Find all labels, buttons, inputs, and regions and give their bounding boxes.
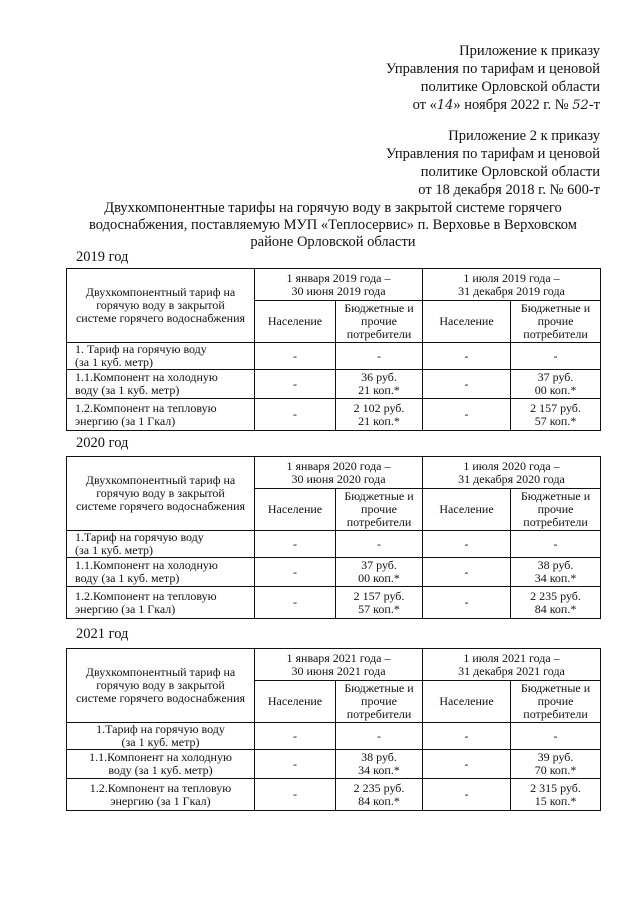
budget-consumers-value: 2 157 руб. 57 коп.* [336,587,423,619]
budget-consumers-value: 38 руб. 34 коп.* [336,750,423,779]
handwritten-day: 14 [436,98,454,113]
subheader-population: Население [255,681,336,723]
year-heading: 2020 год [76,435,129,451]
population-value: - [255,750,336,779]
table-row [67,750,601,779]
tariff-type-header: Двухкомпонентный тариф на горячую воду в закрытой системе горячего водоснабжения [67,269,255,343]
tariff-type-header: Двухкомпонентный тариф на горячую воду в закрытой системе горячего водоснабжения [67,649,255,723]
annex-date-line: от 18 декабря 2018 г. № 600-т [418,182,600,198]
budget-consumers-value: 37 руб. 00 коп.* [336,558,423,587]
subheader-budget-consumers: Бюджетные и прочие потребители [336,301,423,343]
annex-header-current [386,42,600,115]
tariff-table [66,648,601,811]
budget-consumers-value: 2 102 руб. 21 коп.* [336,399,423,431]
row-label-cold-water-component: 1.1.Компонент на холодную воду (за 1 куб. метр) [67,370,255,399]
period-header-second-half: 1 июля 2020 года – 31 декабря 2020 года [423,457,601,489]
subheader-population: Население [423,681,511,723]
subheader-population: Население [255,301,336,343]
document-title [66,200,600,251]
population-value: - [255,399,336,431]
budget-consumers-value: 2 157 руб. 57 коп.* [511,399,601,431]
tariff-table [66,456,601,619]
row-label-cold-water-component: 1.1.Компонент на холодную воду (за 1 куб. метр) [67,750,255,779]
population-value: - [423,750,511,779]
population-value: - [255,587,336,619]
table-row [67,370,601,399]
budget-consumers-value: - [336,343,423,370]
annex-line: Управления по тарифам и ценовой [385,146,600,162]
order-suffix: -т [588,97,600,113]
population-value: - [255,343,336,370]
annex-line: Приложение к приказу [459,43,600,59]
table-row [67,558,601,587]
subheader-budget-consumers: Бюджетные и прочие потребители [511,681,601,723]
table-header-row [67,649,601,681]
subheader-population: Население [423,489,511,531]
subheader-budget-consumers: Бюджетные и прочие потребители [336,681,423,723]
budget-consumers-value: 36 руб. 21 коп.* [336,370,423,399]
annex-line: Приложение 2 к приказу [448,128,600,144]
title-line: Двухкомпонентные тарифы на горячую воду в закрытой системе горячего [104,200,562,216]
row-label-hot-water-tariff: 1.Тариф на горячую воду (за 1 куб. метр) [67,531,255,558]
row-label-thermal-energy-component: 1.2.Компонент на тепловую энергию (за 1 Гкал) [67,779,255,811]
table-header-row [67,457,601,489]
period-header-first-half: 1 января 2020 года – 30 июня 2020 года [255,457,423,489]
population-value: - [255,723,336,750]
budget-consumers-value: 2 315 руб. 15 коп.* [511,779,601,811]
handwritten-order-number: 52 [572,98,589,113]
budget-consumers-value: - [511,343,601,370]
annex-line: политике Орловской области [420,164,600,180]
budget-consumers-value: 2 235 руб. 84 коп.* [511,587,601,619]
table-row [67,587,601,619]
population-value: - [255,558,336,587]
date-prefix: от « [412,97,437,113]
table-row [67,343,601,370]
table-row [67,531,601,558]
title-line: водоснабжения, поставляемую МУП «Теплосервис» п. Верховье в Верховском [89,217,577,233]
table-header-row [67,269,601,301]
tariff-type-header: Двухкомпонентный тариф на горячую воду в закрытой системе горячего водоснабжения [67,457,255,531]
row-label-hot-water-tariff: 1.Тариф на горячую воду (за 1 куб. метр) [67,723,255,750]
period-header-second-half: 1 июля 2021 года – 31 декабря 2021 года [423,649,601,681]
budget-consumers-value: - [511,723,601,750]
subheader-budget-consumers: Бюджетные и прочие потребители [511,489,601,531]
year-heading: 2019 год [76,249,129,265]
row-label-thermal-energy-component: 1.2.Компонент на тепловую энергию (за 1 Гкал) [67,587,255,619]
budget-consumers-value: 37 руб. 00 коп.* [511,370,601,399]
row-label-hot-water-tariff: 1. Тариф на горячую воду (за 1 куб. метр) [67,343,255,370]
table-row [67,399,601,431]
annex-date-line [386,96,600,115]
budget-consumers-value: - [511,531,601,558]
population-value: - [423,558,511,587]
population-value: - [423,343,511,370]
row-label-thermal-energy-component: 1.2.Компонент на тепловую энергию (за 1 Гкал) [67,399,255,431]
population-value: - [255,370,336,399]
population-value: - [423,723,511,750]
row-label-cold-water-component: 1.1.Компонент на холодную воду (за 1 куб. метр) [67,558,255,587]
population-value: - [255,779,336,811]
tariff-table [66,268,601,431]
budget-consumers-value: - [336,723,423,750]
date-mid: » ноября 2022 г. № [453,97,573,113]
population-value: - [423,370,511,399]
period-header-first-half: 1 января 2019 года – 30 июня 2019 года [255,269,423,301]
title-line: районе Орловской области [250,234,416,250]
subheader-population: Население [255,489,336,531]
period-header-second-half: 1 июля 2019 года – 31 декабря 2019 года [423,269,601,301]
period-header-first-half: 1 января 2021 года – 30 июня 2021 года [255,649,423,681]
population-value: - [423,531,511,558]
subheader-budget-consumers: Бюджетные и прочие потребители [511,301,601,343]
year-heading: 2021 год [76,626,129,642]
budget-consumers-value: 2 235 руб. 84 коп.* [336,779,423,811]
annex-line: политике Орловской области [420,79,600,95]
subheader-budget-consumers: Бюджетные и прочие потребители [336,489,423,531]
population-value: - [423,779,511,811]
table-row [67,779,601,811]
budget-consumers-value: - [336,531,423,558]
annex-header-original [386,127,600,199]
population-value: - [423,587,511,619]
budget-consumers-value: 39 руб. 70 коп.* [511,750,601,779]
table-row [67,723,601,750]
population-value: - [255,531,336,558]
budget-consumers-value: 38 руб. 34 коп.* [511,558,601,587]
subheader-population: Население [423,301,511,343]
annex-line: Управления по тарифам и ценовой [385,61,600,77]
population-value: - [423,399,511,431]
